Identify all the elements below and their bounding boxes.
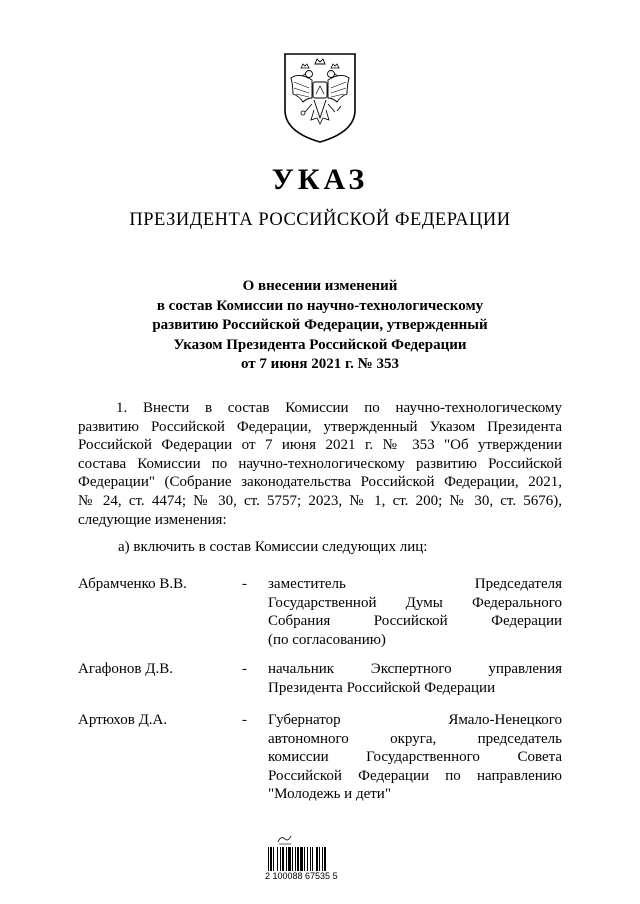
heading-line: развитию Российской Федерации, утвержденный	[152, 317, 488, 333]
role-line: Собрания Российской Федерации	[268, 613, 562, 630]
heading-line: от 7 июня 2021 г. № 353	[241, 356, 399, 372]
role-line: Губернатор Ямало-Ненецкого	[268, 712, 562, 728]
barcode-bar	[277, 847, 278, 871]
heading-line: в состав Комиссии по научно-технологическому	[156, 297, 484, 314]
role-line: Государственной Думы Федерального	[268, 594, 562, 611]
document-issuer: ПРЕЗИДЕНТА РОССИЙСКОЙ ФЕДЕРАЦИИ	[129, 210, 511, 230]
paragraph-line: состава Комиссии по научно-технологическому развитию Российской	[78, 455, 562, 472]
barcode-bar	[322, 847, 323, 871]
barcode-bar	[282, 847, 284, 871]
role-line: комиссии Государственного Совета	[268, 749, 562, 766]
barcode-bar	[300, 847, 303, 871]
member-name: Абрамченко В.В.	[78, 576, 187, 592]
paragraph-line: Федерации" (Собрание законодательства Российской Федерации, 2021,	[78, 474, 562, 491]
paragraph-line: 1. Внести в состав Комиссии по научно-технологическому	[116, 400, 562, 416]
decree-heading	[80, 277, 560, 375]
barcode-bar	[297, 847, 299, 871]
role-line: автономного округа, председатель	[268, 730, 562, 747]
role-line: начальник Экспертного управления	[268, 661, 562, 677]
member-name: Артюхов Д.А.	[78, 712, 168, 728]
barcode-number: 2 100088 67535 5	[265, 871, 338, 881]
barcode-bar	[307, 847, 308, 871]
barcode-bar	[304, 847, 305, 871]
member-role	[268, 660, 562, 697]
role-line: Президента Российской Федерации	[268, 679, 496, 696]
paragraph-line: следующие изменения:	[78, 511, 227, 528]
barcode-bar	[288, 847, 291, 871]
member-role	[268, 711, 562, 804]
barcode-bar	[319, 847, 320, 871]
coat-of-arms-emblem	[281, 48, 359, 144]
role-line: Российской Федерации по направлению	[268, 767, 562, 784]
barcode-bar	[280, 847, 281, 871]
member-dash: -	[242, 661, 247, 677]
role-line: заместитель Председателя	[268, 576, 562, 592]
role-line: "Молодежь и дети"	[268, 786, 391, 803]
subpoint-a: а) включить в состав Комиссии следующих лиц:	[118, 539, 428, 555]
barcode-bar	[324, 847, 326, 871]
paragraph-line: Российской Федерации от 7 июня 2021 г. № 353 "Об утверждении	[78, 437, 562, 454]
member-name: Агафонов Д.В.	[78, 661, 173, 677]
paragraph-1	[78, 399, 562, 529]
barcode-bar	[292, 847, 293, 871]
barcode-bar	[286, 847, 287, 871]
paragraph-line: № 24, ст. 4474; № 30, ст. 5757; 2023, № 1, ст. 200; № 30, ст. 5676),	[78, 492, 562, 509]
barcode-bar	[316, 847, 318, 871]
heading-line: Указом Президента Российской Федерации	[173, 336, 467, 353]
barcode-bar	[295, 847, 296, 871]
paragraph-line: развитию Российской Федерации, утвержденный Указом Президента	[78, 418, 562, 435]
document-title: УКАЗ	[271, 163, 369, 196]
barcode-bar	[273, 847, 274, 871]
registry-stamp-mark	[277, 832, 293, 846]
barcode-bar	[310, 847, 311, 871]
member-role	[268, 575, 562, 649]
role-line: (по согласованию)	[268, 631, 386, 648]
barcode-bar	[268, 847, 269, 871]
barcode-bar	[312, 847, 313, 871]
heading-line: О внесении изменений	[242, 278, 398, 294]
barcode-image	[268, 847, 348, 871]
member-dash: -	[242, 712, 247, 728]
member-dash: -	[242, 576, 247, 592]
barcode-bar	[270, 847, 272, 871]
